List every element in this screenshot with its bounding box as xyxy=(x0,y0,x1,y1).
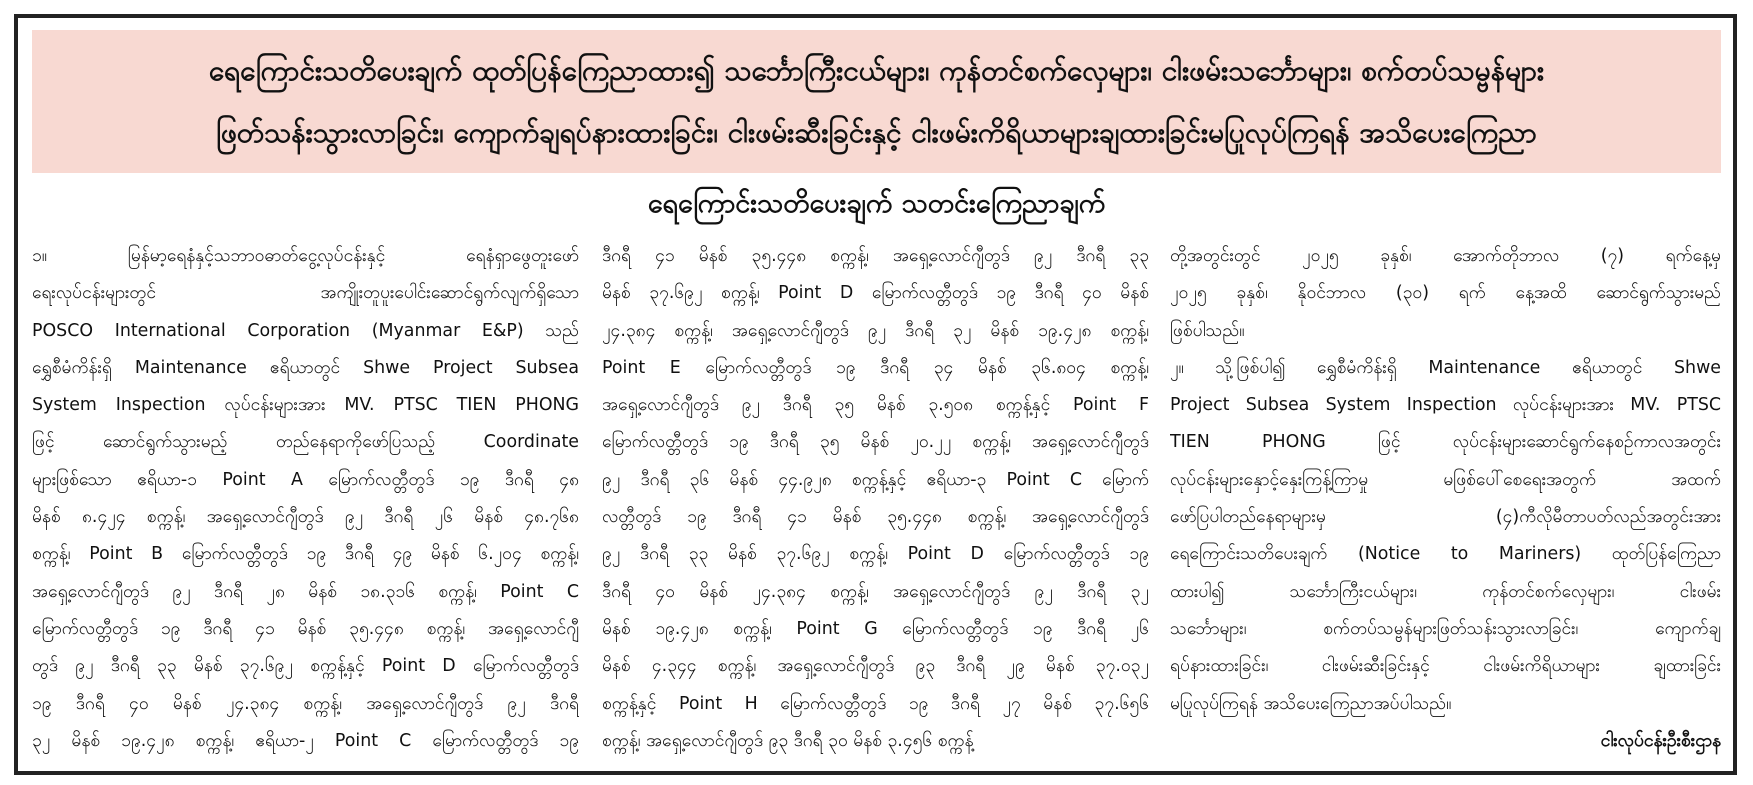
col2-line: ၉၂ ဒီဂရီ ၃၆ မိနစ် ၄၄.၉၂၈ စက္ကန့်နှင့် ဧရိယာ-၃ Point C မြောက် xyxy=(602,469,1149,490)
col2-line: ၉၂ ဒီဂရီ ၃၃ မိနစ် ၃၇.၆၉၂ စက္ကန့်၊ Point D မြောက်လတ္တီတွဒ် ၁၉ xyxy=(602,544,1149,565)
issuer-signature: ငါးလုပ်ငန်းဦးစီးဌာန xyxy=(1600,730,1721,751)
col2-line: မြောက်လတ္တီတွဒ် ၁၉ ဒီဂရီ ၃၅ မိနစ် ၂၀.၂၂ စက္ကန့်၊ အရှေ့လောင်ဂျီတွဒ် xyxy=(602,432,1149,453)
col2-line: ဒီဂရီ ၄၀ မိနစ် ၂၄.၃၈၄ စက္ကန့်၊ အရှေ့လောင်ဂျီတွဒ် ၉၂ ဒီဂရီ ၃၂ xyxy=(602,581,1149,602)
col3-line: လုပ်ငန်းများနှောင့်နှေးကြန့်ကြာမှု မဖြစ်ပေါ်စေရေးအတွက် အထက် xyxy=(1170,469,1721,490)
col1-line: ရေးလုပ်ငန်းများတွင် အကျိုးတူပူးပေါင်းဆောင်ရွက်လျက်ရှိသော xyxy=(32,283,579,304)
headline-line-1: ရေကြောင်းသတိပေးချက် ထုတ်ပြန်ကြေညာထား၍ သင်္ဘောကြီးငယ်များ၊ ကုန်တင်စက်လှေများ၊ ငါးဖမ်းသင်္ဘောများ၊ စက်တပ်သမ္ဗန်များ xyxy=(208,54,1545,87)
headline-line-2: ဖြတ်သန်းသွားလာခြင်း၊ ကျောက်ချရပ်နားထားခြင်း၊ ငါးဖမ်းဆီးခြင်းနှင့် ငါးဖမ်းကိရိယာများချထားခြင်းမပြုလုပ်ကြရန် အသိပေးကြေညာ xyxy=(216,116,1537,149)
col2-line: ၂၄.၃၈၄ စက္ကန့်၊ အရှေ့လောင်ဂျီတွဒ် ၉၂ ဒီဂရီ ၃၂ မိနစ် ၁၉.၄၂၈ စက္ကန့်၊ xyxy=(602,320,1149,341)
col1-line: ၁။ မြန်မာ့ရေနံနှင့်သဘာဝဓာတ်ငွေ့လုပ်ငန်းနှင့် ရေနံရှာဖွေတူးဖော် xyxy=(32,246,579,266)
col1-line: မြောက်လတ္တီတွဒ် ၁၉ ဒီဂရီ ၄၁ မိနစ် ၃၅.၄၄၈ စက္ကန့်၊ အရှေ့လောင်ဂျီ xyxy=(32,618,579,639)
col1-line: များဖြစ်သော ဧရိယာ-၁ Point A မြောက်လတ္တီတွဒ် ၁၉ ဒီဂရီ ၄၈ xyxy=(32,469,579,490)
col3-line: မပြုလုပ်ကြရန် အသိပေးကြေညာအပ်ပါသည်။ xyxy=(1170,693,1452,714)
col3-line: Project Subsea System Inspection လုပ်ငန်းများအား MV. PTSC xyxy=(1170,395,1721,416)
col3-line: TIEN PHONG ဖြင့် လုပ်ငန်းများဆောင်ရွက်နေစဉ်ကာလအတွင်း xyxy=(1170,432,1721,453)
col2-line: အရှေ့လောင်ဂျီတွဒ် ၉၂ ဒီဂရီ ၃၅ မိနစ် ၃.၅၀၈ စက္ကန့်နှင့် Point F xyxy=(602,395,1149,416)
text-column-1 xyxy=(32,238,579,758)
col1-line: System Inspection လုပ်ငန်းများအား MV. PTSC TIEN PHONG xyxy=(32,395,579,416)
col2-line: မိနစ် ၃၇.၆၉၂ စက္ကန့်၊ Point D မြောက်လတ္တီတွဒ် ၁၉ ဒီဂရီ ၄၀ မိနစ် xyxy=(602,283,1149,304)
col2-line: မိနစ် ၁၉.၄၂၈ စက္ကန့်၊ Point G မြောက်လတ္တီတွဒ် ၁၉ ဒီဂရီ ၂၆ xyxy=(602,618,1149,639)
col1-line: ၁၉ ဒီဂရီ ၄၀ မိနစ် ၂၄.၃၈၄ စက္ကန့်၊ အရှေ့လောင်ဂျီတွဒ် ၉၂ ဒီဂရီ xyxy=(32,693,579,714)
col2-line: ဒီဂရီ ၄၁ မိနစ် ၃၅.၄၄၈ စက္ကန့်၊ အရှေ့လောင်ဂျီတွဒ် ၉၂ ဒီဂရီ ၃၃ xyxy=(602,246,1149,266)
col3-line: ဖော်ပြပါတည်နေရာများမှ (၄)ကီလိုမီတာပတ်လည်အတွင်းအား xyxy=(1170,507,1721,528)
col2-line: စက္ကန့်၊ အရှေ့လောင်ဂျီတွဒ် ၉၃ ဒီဂရီ ၃၀ မိနစ် ၃.၄၅၆ စက္ကန့် xyxy=(602,730,974,751)
headline-banner xyxy=(32,30,1721,173)
col1-line: ရွှေစီမံကိန်းရှိ Maintenance ဧရိယာတွင် Shwe Project Subsea xyxy=(32,357,579,378)
col1-line: မိနစ် ၈.၄၂၄ စက္ကန့်၊ အရှေ့လောင်ဂျီတွဒ် ၉၂ ဒီဂရီ ၂၆ မိနစ် ၄၈.၇၆၈ xyxy=(32,507,579,528)
col1-line: ဖြင့် ဆောင်ရွက်သွားမည့် တည်နေရာကိုဖော်ပြသည့် Coordinate xyxy=(32,432,579,453)
col3-line: ၂။ သို့ဖြစ်ပါ၍ ရွှေစီမံကိန်းရှိ Maintenance ဧရိယာတွင် Shwe xyxy=(1170,357,1721,378)
col1-line: POSCO International Corporation (Myanmar E&P) သည် xyxy=(32,320,579,341)
col3-line: သင်္ဘောများ၊ စက်တပ်သမ္ဗန်များဖြတ်သန်းသွားလာခြင်း၊ ကျောက်ချ xyxy=(1170,618,1721,639)
col2-line: စက္ကန့်နှင့် Point H မြောက်လတ္တီတွဒ် ၁၉ ဒီဂရီ ၂၇ မိနစ် ၃၇.၆၅၆ xyxy=(602,693,1149,714)
col1-line: တွဒ် ၉၂ ဒီဂရီ ၃၃ မိနစ် ၃၇.၆၉၂ စက္ကန့်နှင့် Point D မြောက်လတ္တီတွဒ် xyxy=(32,656,579,677)
notice-subtitle: ရေကြောင်းသတိပေးချက် သတင်းကြေညာချက် xyxy=(647,188,1106,219)
col2-line: မိနစ် ၄.၃၄၄ စက္ကန့်၊ အရှေ့လောင်ဂျီတွဒ် ၉၃ ဒီဂရီ ၂၉ မိနစ် ၃၇.၀၃၂ xyxy=(602,656,1149,677)
col1-line: ၃၂ မိနစ် ၁၉.၄၂၈ စက္ကန့်၊ ဧရိယာ-၂ Point C မြောက်လတ္တီတွဒ် ၁၉ xyxy=(32,730,579,751)
col3-line: ဖြစ်ပါသည်။ xyxy=(1170,320,1245,341)
col3-line: ရေကြောင်းသတိပေးချက် (Notice to Mariners) ထုတ်ပြန်ကြေညာ xyxy=(1170,544,1721,565)
col2-line: လတ္တီတွဒ် ၁၉ ဒီဂရီ ၄၁ မိနစ် ၃၅.၄၄၈ စက္ကန့်၊ အရှေ့လောင်ဂျီတွဒ် xyxy=(602,507,1149,528)
col3-line: ထားပါ၍ သင်္ဘောကြီးငယ်များ၊ ကုန်တင်စက်လှေများ၊ ငါးဖမ်း xyxy=(1170,581,1721,602)
text-column-2 xyxy=(602,238,1149,758)
col3-line: တို့အတွင်းတွင် ၂၀၂၅ ခုနှစ်၊ အောက်တိုဘာလ (၇) ရက်နေ့မှ xyxy=(1170,246,1721,266)
col3-line: ၂၀၂၅ ခုနှစ်၊ နိုဝင်ဘာလ (၃၀) ရက် နေ့အထိ ဆောင်ရွက်သွားမည် xyxy=(1170,283,1721,304)
col1-line: အရှေ့လောင်ဂျီတွဒ် ၉၂ ဒီဂရီ ၂၈ မိနစ် ၁၈.၃၁၆ စက္ကန့်၊ Point C xyxy=(32,581,579,602)
text-column-3 xyxy=(1170,238,1721,758)
col1-line: စက္ကန့်၊ Point B မြောက်လတ္တီတွဒ် ၁၉ ဒီဂရီ ၄၉ မိနစ် ၆.၂၀၄ စက္ကန့်၊ xyxy=(32,544,579,565)
col2-line: Point E မြောက်လတ္တီတွဒ် ၁၉ ဒီဂရီ ၃၄ မိနစ် ၃၆.၈၀၄ စက္ကန့်၊ xyxy=(602,357,1149,378)
col3-line: ရပ်နားထားခြင်း၊ ငါးဖမ်းဆီးခြင်းနှင့် ငါးဖမ်းကိရိယာများ ချထားခြင်း xyxy=(1170,656,1721,677)
